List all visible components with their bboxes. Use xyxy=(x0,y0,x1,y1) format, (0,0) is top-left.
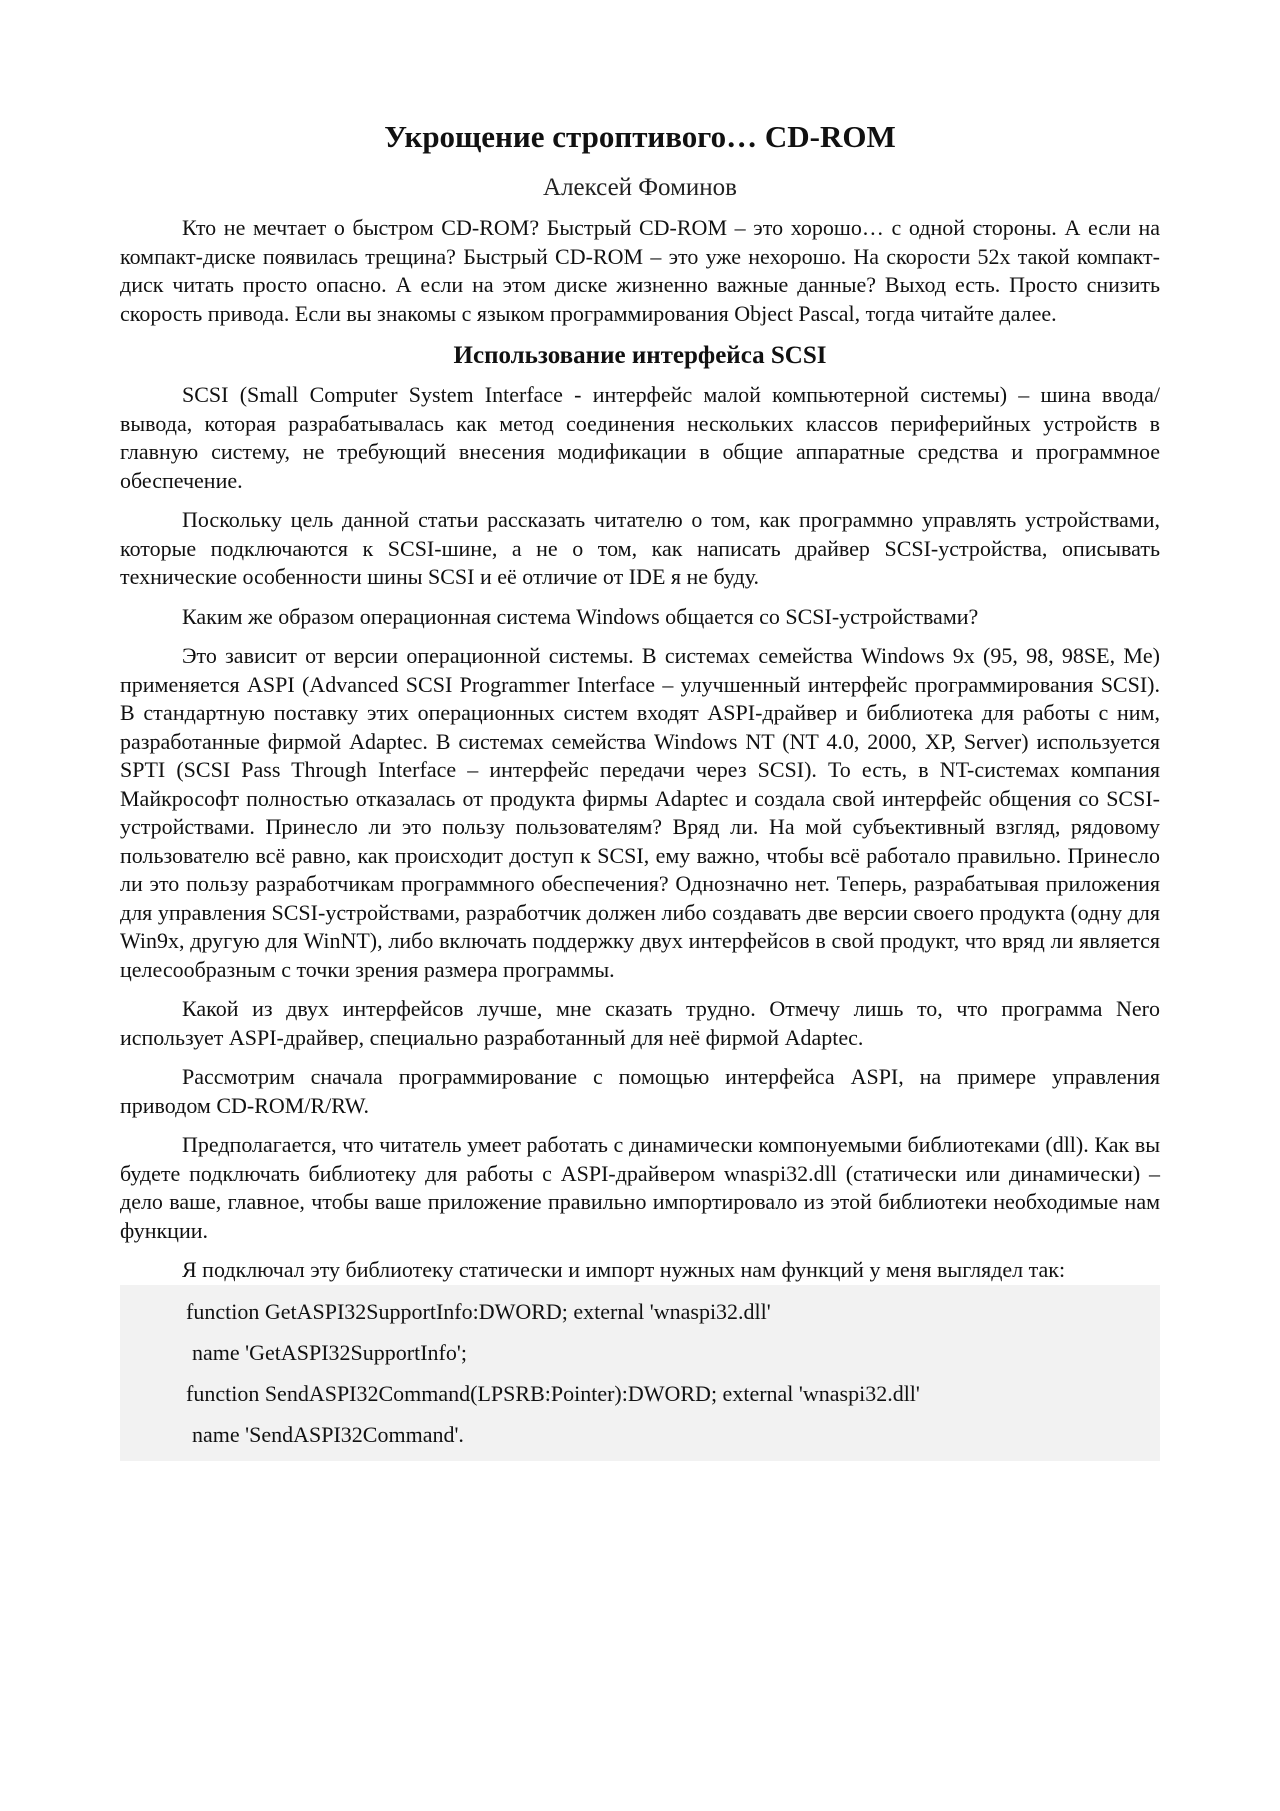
paragraph-nero: Какой из двух интерфейсов лучше, мне сказать трудно. Отмечу лишь то, что программа Nero использует ASPI-драйвер, специально разработанный для неё фирмой Adaptec. xyxy=(120,996,1160,1050)
code-line: name 'SendASPI32Command'. xyxy=(192,1421,464,1447)
section-heading: Использование интерфейса SCSI xyxy=(453,342,827,369)
intro-paragraph: Кто не мечтает о быстром CD-ROM? Быстрый CD-ROM – это хорошо… с одной стороны. А если на компакт-диске появилась трещина? Быстрый CD-ROM – это уже нехорошо. На скорости 52x такой компакт-диск читать просто опасно. А если на этом диске жизненно важные данные? Выход есть. Просто снизить скорость привода. Если вы знакомы с языком программирования Object Pascal, тогда читайте далее. xyxy=(120,215,1160,326)
author-name: Алексей Фоминов xyxy=(543,174,737,201)
paragraph-question: Каким же образом операционная система Windows общается со SCSI-устройствами? xyxy=(182,603,979,629)
paragraph-article-goal: Поскольку цель данной статьи рассказать читателю о том, как программно управлять устройствами, которые подключаются к SCSI-шине, а не о том, как написать драйвер SCSI-устройства, описывать технические особенности шины SCSI и её отличие от IDE я не буду. xyxy=(120,507,1160,589)
code-line: name 'GetASPI32SupportInfo'; xyxy=(192,1339,467,1365)
paragraph-dll: Предполагается, что читатель умеет работать с динамически компонуемыми библиотеками (dll). Как вы будете подключать библиотеку для работы с ASPI-драйвером wnaspi32.dll (статически или динамически) – дело ваше, главное, чтобы ваше приложение правильно импортировало из этой библиотеки необходимые нам функции. xyxy=(120,1132,1160,1243)
paragraph-os-versions: Это зависит от версии операционной системы. В системах семейства Windows 9x (95, 98, 98SE, Me) применяется ASPI (Advanced SCSI Programmer Interface – улучшенный интерфейс программирования SCSI). В стандартную поставку этих операционных систем входят ASPI-драйвер и библиотека для работы с ним, разработанные фирмой Adaptec. В системах семейства Windows NT (NT 4.0, 2000, XP, Server) используется SPTI (SCSI Pass Through Interface – интерфейс передачи через SCSI). То есть, в NT-системах компания Майкрософт полностью отказалась от продукта фирмы Adaptec и создала свой интерфейс общения со SCSI-устройствами. Принесло ли это пользу пользователям? Вряд ли. На мой субъективный взгляд, рядовому пользователю всё равно, как происходит доступ к SCSI, ему важно, чтобы всё работало правильно. Принесло ли это пользу разработчикам программного обеспечения? Однозначно нет. Теперь, разрабатывая приложения для управления SCSI-устройствами, разработчик должен либо создавать две версии своего продукта (одну для Win9x, другую для WinNT), либо включать поддержку двух интерфейсов в свой продукт, что вряд ли является целесообразным с точки зрения размера программы. xyxy=(120,643,1160,982)
code-line: function GetASPI32SupportInfo:DWORD; external 'wnaspi32.dll' xyxy=(186,1298,771,1324)
code-block xyxy=(120,1285,1160,1461)
paragraph-import: Я подключал эту библиотеку статически и импорт нужных нам функций у меня выглядел так: xyxy=(182,1257,1066,1282)
code-line: function SendASPI32Command(LPSRB:Pointer):DWORD; external 'wnaspi32.dll' xyxy=(186,1380,920,1406)
paragraph-scsi-definition: SCSI (Small Computer System Interface - интерфейс малой компьютерной системы) – шина ввода/вывода, которая разрабатывалась как метод соединения нескольких классов периферийных устройств в главную систему, не требующий внесения модификации в общие аппаратные средства и программное обеспечение. xyxy=(120,382,1160,493)
article-title: Укрощение строптивого… CD-ROM xyxy=(384,119,896,154)
article-body xyxy=(120,214,1160,1461)
paragraph-aspi-programming: Рассмотрим сначала программирование с помощью интерфейса ASPI, на примере управления приводом CD-ROM/R/RW. xyxy=(120,1064,1160,1118)
